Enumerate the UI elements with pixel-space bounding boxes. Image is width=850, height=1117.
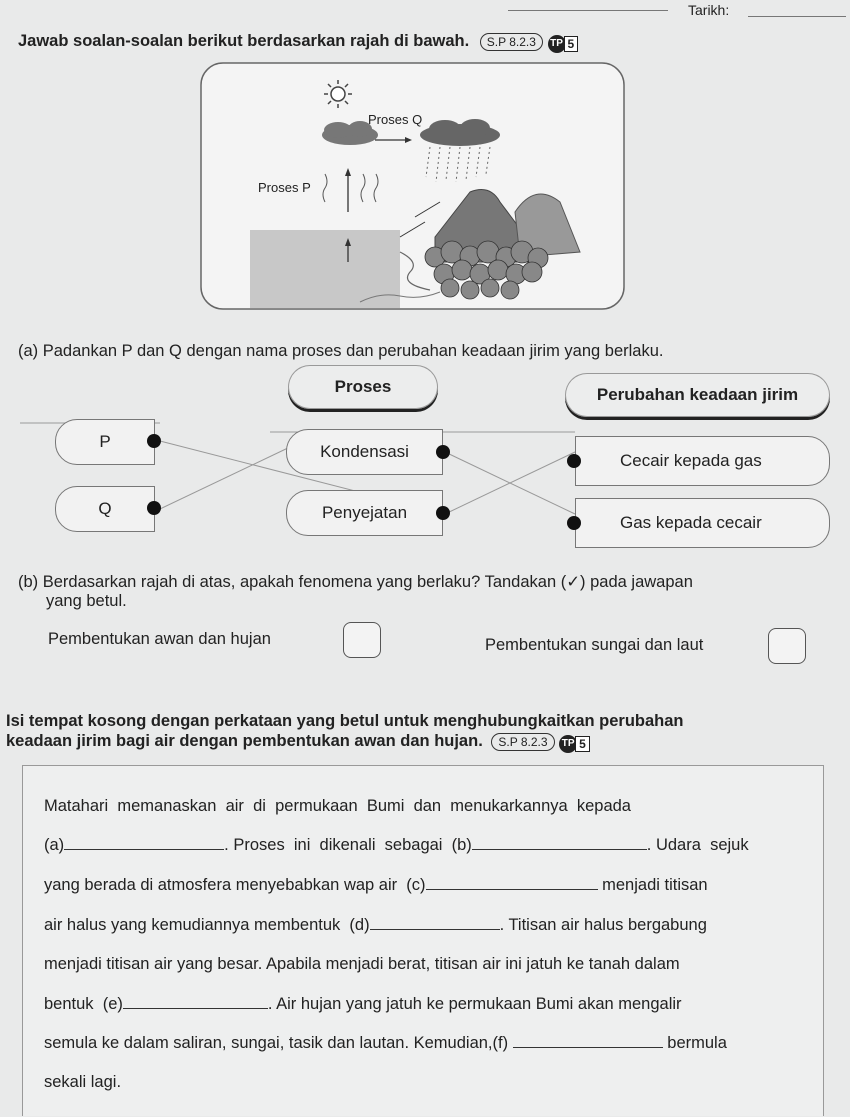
middle-item-kondensasi: Kondensasi xyxy=(286,429,443,475)
date-label: Tarikh: xyxy=(688,2,730,18)
question-a-text: (a) Padankan P dan Q dengan nama proses dan perubahan keadaan jirim yang berlaku. xyxy=(18,342,664,360)
passage-line-5: menjadi titisan air yang besar. Apabila menjadi berat, titisan air ini jatuh ke tanah dalam xyxy=(44,955,680,973)
sp-badge: S.P 8.2.3 xyxy=(480,33,543,51)
question-b-line2: yang betul. xyxy=(46,592,127,610)
blank-a[interactable] xyxy=(64,835,224,850)
passage-box xyxy=(22,765,824,1116)
blank-d[interactable] xyxy=(370,915,500,930)
passage-line-1: Matahari memanaskan air di permukaan Bumi dan menukarkannya kepada xyxy=(44,797,631,815)
tp-badge-2: TP 5 xyxy=(559,735,590,753)
option-1-checkbox[interactable] xyxy=(343,622,381,658)
label-process-p: Proses P xyxy=(258,180,311,195)
blank-e[interactable] xyxy=(123,994,268,1009)
option-1-label: Pembentukan awan dan hujan xyxy=(48,630,271,648)
right-item-gas-kepada-cecair-dot[interactable] xyxy=(567,516,581,530)
sp-badge-2: S.P 8.2.3 xyxy=(491,733,554,751)
passage-line-6: bentuk (e) . Air hujan yang jatuh ke permukaan Bumi akan mengalir xyxy=(44,995,682,1013)
blank-c[interactable] xyxy=(426,875,598,890)
instruction-1: Jawab soalan-soalan berikut berdasarkan rajah di bawah. S.P 8.2.3 TP 5 xyxy=(18,32,578,53)
passage-line-4: air halus yang kemudiannya membentuk (d) . Titisan air halus bergabung xyxy=(44,916,707,934)
question-b-line1: (b) Berdasarkan rajah di atas, apakah fenomena yang berlaku? Tandakan (✓) pada jawapan xyxy=(18,573,693,591)
middle-item-kondensasi-dot[interactable] xyxy=(436,445,450,459)
blank-f[interactable] xyxy=(513,1033,663,1048)
middle-item-penyejatan: Penyejatan xyxy=(286,490,443,536)
instruction-2-line1: Isi tempat kosong dengan perkataan yang betul untuk menghubungkaitkan perubahan xyxy=(6,712,684,730)
right-item-cecair-kepada-gas-dot[interactable] xyxy=(567,454,581,468)
right-item-cecair-kepada-gas: Cecair kepada gas xyxy=(575,436,830,486)
passage-line-3: yang berada di atmosfera menyebabkan wap air (c) menjadi titisan xyxy=(44,876,708,894)
left-item-q: Q xyxy=(55,486,155,532)
passage-line-7: semula ke dalam saliran, sungai, tasik dan lautan. Kemudian,(f) bermula xyxy=(44,1034,727,1052)
right-item-gas-kepada-cecair: Gas kepada cecair xyxy=(575,498,830,548)
left-item-p-dot[interactable] xyxy=(147,434,161,448)
tp-badge: TP 5 xyxy=(548,35,579,53)
left-item-q-dot[interactable] xyxy=(147,501,161,515)
middle-item-penyejatan-dot[interactable] xyxy=(436,506,450,520)
option-2-label: Pembentukan sungai dan laut xyxy=(485,636,704,654)
blank-b[interactable] xyxy=(472,835,647,850)
passage-line-2: (a) . Proses ini dikenali sebagai (b) . Udara sejuk xyxy=(44,836,749,854)
label-process-q: Proses Q xyxy=(368,112,423,127)
passage-line-8: sekali lagi. xyxy=(44,1073,122,1091)
option-2-checkbox[interactable] xyxy=(768,628,806,664)
left-item-p: P xyxy=(55,419,155,465)
instruction-2-line2: keadaan jirim bagi air dengan pembentukan awan dan hujan. S.P 8.2.3 TP 5 xyxy=(6,732,590,753)
header-process: Proses xyxy=(288,365,438,409)
header-change: Perubahan keadaan jirim xyxy=(565,373,830,417)
